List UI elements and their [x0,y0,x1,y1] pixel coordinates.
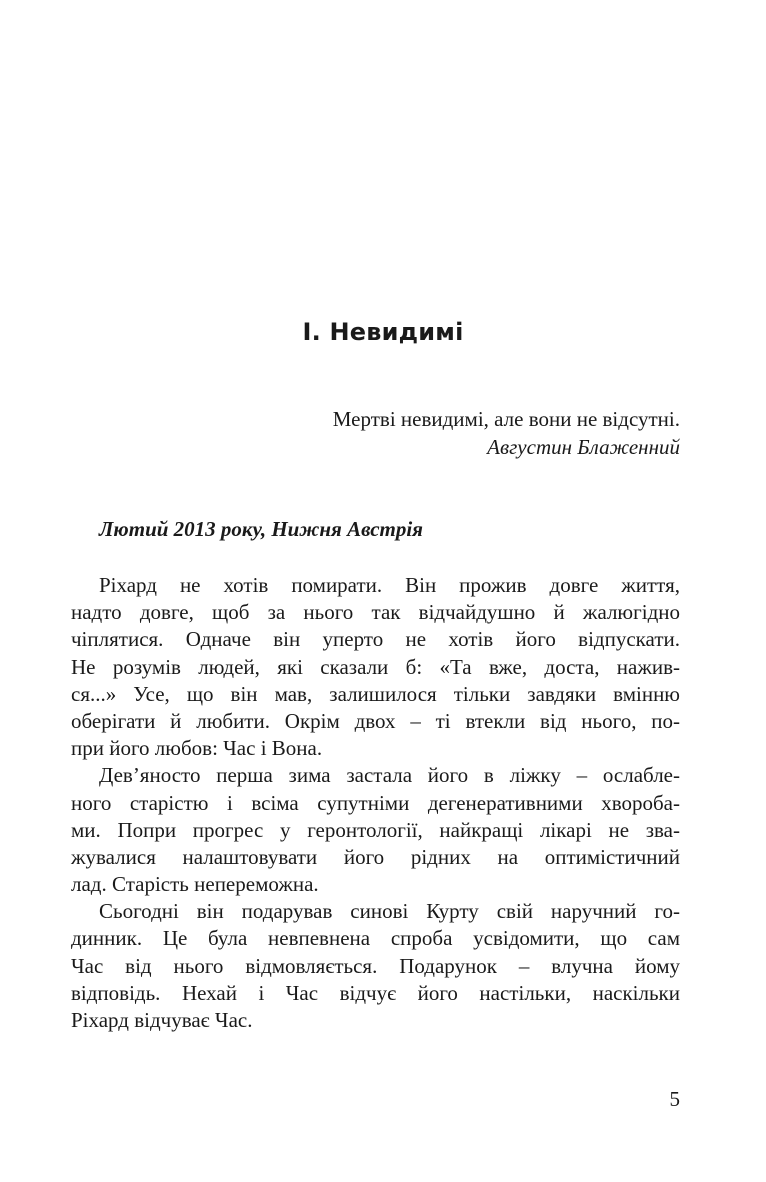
chapter-title: I. Невидимі [302,318,464,346]
paragraph-line: Ріхард не хотів помирати. Він прожив довге життя, [99,573,680,597]
paragraph-line: Сьогодні він подарував синові Курту свій наручний го- [99,899,680,924]
paragraph-line: жувалися налаштовувати його рідних на оптимістичний [71,844,680,869]
paragraph-line: Не розумів людей, які сказали б: «Та вже, доста, нажив- [71,654,680,679]
paragraph-line: лад. Старість непереможна. [71,872,319,897]
paragraph-line: при його любов: Час і Вона. [71,736,323,761]
paragraph-line: Ріхард відчуває Час. [71,1008,253,1032]
paragraph-line: надто довге, щоб за нього так відчайдушно й жалюгідно [71,600,680,625]
paragraph-line: чіплятися. Одначе він уперто не хотів його відпускати. [71,627,680,652]
paragraph-line: Дев’яносто перша зима застала його в ліжку – ослабле- [99,763,680,788]
paragraph-line: відповідь. Нехай і Час відчує його настільки, наскільки [71,980,680,1005]
epigraph [200,405,680,461]
epigraph-quote: Мертві невидимі, але вони не відсутні. [332,407,680,431]
paragraph-3 [71,898,680,1034]
page-number: 5 [669,1087,680,1111]
paragraph-line: ся...» Усе, що він мав, залишилося тільки завдяки вмінню [71,681,680,706]
paragraph-1 [71,572,680,762]
paragraph-line: Час від нього відмовляється. Подарунок – влучна йому [71,953,680,978]
paragraph-line: оберігати й любити. Окрім двох – ті втекли від нього, по- [71,708,680,733]
paragraph-2 [71,762,680,898]
body-text [71,572,680,1034]
paragraph-line: ми. Попри прогрес у геронтології, найкращі лікарі не зва- [71,817,680,842]
section-heading: Лютий 2013 року, Нижня Австрія [99,517,424,541]
paragraph-line: динник. Це була невпевнена спроба усвідомити, що сам [71,926,680,951]
paragraph-line: ного старістю і всіма супутніми дегенеративними хвороба- [71,790,680,815]
epigraph-author: Августин Блаженний [487,435,680,459]
